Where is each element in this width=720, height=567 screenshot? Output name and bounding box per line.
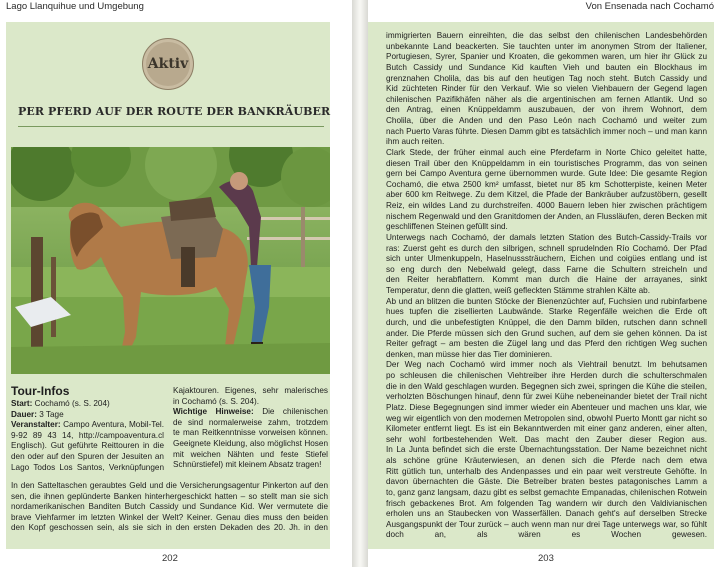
text-line: weg wir eigentlich von den modernen Metropolen sind, obwohl Puerto Montt gar nicht so [386,413,707,423]
text-line: sehr wohl fortbestehenden Welt. Das macht den Zauber dieser Region aus. [386,434,707,444]
tour-info-column-left [11,399,164,473]
right-body-text [386,31,707,541]
text-line: Temperatur, denn die glatten, weiß gefleckten Stämme strahlen Kälte ab. [386,286,650,295]
text-line: frisch gebackenes Brot. Am folgenden Tag wandern wir durch den Valdivianischen [386,498,707,508]
tour-info-column-right [173,386,328,471]
text-line: gern bei Campo Aventura gerne übernommen wurde. Gute Idee: Die gesamte Region [386,169,707,179]
text-line: denken, man müsse hier das Tier dominieren. [386,349,553,359]
box-title: PER PFERD AUF DER ROUTE DER BANKRÄUBER [18,105,331,118]
text-line: Ausgangspunkt der Tour zurück – auch wenn man nur drei Tage unterwegs war, so fühlt [386,519,707,529]
text-line: Platz. Diese Begegnungen sind immer wieder ein Abenteuer und machen uns klar, wie [386,402,707,412]
text-line: to, ganz ganz langsam, dazu gibt es selbst gemachte Empanadas, chilenischen Rotwein [386,487,707,497]
text-line: Reiter gefragt – am besten die Zügel lang und das Pferd den richtigen Weg suchen [386,339,707,349]
text-line: ras: Zuerst geht es durch den silbrigen, schnell sprudelnden Río Cochamó. Der Pfad [386,243,707,253]
text-line: Englisch). Gut geführte Reittouren in die [11,441,164,451]
text-line: Kajaktouren. Eigenes, sehr malerisches [173,386,328,395]
text-line: Geeignete Kleidung, also möglichst Hosen [173,438,328,448]
aktiv-badge-label: Aktiv [147,56,189,72]
text-line: den Reiter herabflattern. Kommt man durch die Haine der arrayanes, sinkt [386,275,707,285]
text-line: die in den Wald geschlagen wurden. Begegnen sich zwei, springen die Kühe die steilen, [386,381,707,391]
text-line: In La Junta befindet sich die erste Übernachtungsstation. Der Name bezeichnet nicht [386,445,707,455]
text-line: Ritt gütlich tun, unterhalb des Andenpasses und ein paar weit verstreute Gehöfte. In [386,466,707,476]
text-line: ander. Die Pferde müssen sich den Grund suchen, auf dem sie gehen können. Da ist [386,328,707,338]
text-line: den Antrag, einen Knüppeldamm auszubauen, der von ihrem Wohnort, dem [386,105,707,115]
text-line: Unterwegs nach Cochamó, der damals letzten Station des Butch-Cassidy-Trails vor [386,232,707,242]
title-divider [18,126,324,127]
left-body-text [11,481,328,534]
text-line: sich unter Ulmenkuppeln, Haselnusssträuchern, Eichen und coigües entlang und ist [386,254,707,264]
text-line: nischem Regenwald und den Granitdomen der Anden, an Flussläufen, deren Becken mit [386,211,707,221]
horse-photo [11,147,330,374]
text-line: Schnürstiefel) mit kleinem Absatz tragen! [173,460,322,470]
text-line: brave Viehfarmer im letzten Winkel der Welt? Keiner. Genau dies muss den beiden [11,512,328,522]
text-line: Der Weg nach Cochamó wird immer noch als Viehtrail benutzt. Im behutsamen [386,360,707,370]
text-line: ihm auch reiten. [386,137,445,147]
text-line: Cochamó, die etwa 2500 km² umfasst, bietet nur 85 km Schotterpiste, keinen Meter [386,179,707,189]
left-page [0,0,352,567]
text-line: 9-92 89 43 14, http://campoaventura.cl [11,430,164,440]
left-page-number: 202 [162,553,178,564]
text-line: doch an, als wären es Wochen gewesen. [386,530,707,540]
text-line: geschliffenen Steinen gefüllt sind. [386,222,508,232]
text-line: verholzten Böschungen hinauf, denn für zwei Kühe nebeneinander bietet der Trail nicht [386,392,707,402]
text-line: den oder auf den Spuren der Jesuiten an [11,451,164,461]
text-line: de sind normalerweise zahm, trotzdem [173,417,328,427]
text-line: aber 600 km Reitwege. Zu dem Kitzel, die Pfade der Bankräuber aufzustöbern, gesellt [386,190,707,200]
text-line: erholen uns an Staubecken von Wasserfällen. Danach geht's auf derselben Strecke [386,509,707,519]
text-line: den Kopf geschossen sein, als sie sich in den ersten Dekaden des 20. Jh. in den [11,523,328,533]
text-line: Butch Cassidy und Sundance Kid kauften Vieh und bauten ein Blockhaus im [386,62,707,72]
tour-infos-heading: Tour-Infos [11,384,70,398]
text-line: unbekannte Land beackerten. Sie tauchten unter im anonymen Strom der Italiener, [386,41,707,51]
text-line: so eng durch den Nebelwald gelegt, dass Farne die Schultern streicheln und [386,264,707,274]
text-line: immigrierten Bauern einreihten, die das selbst den chilenischen Landesbehörden [386,31,707,40]
text-line: Reiz, ein wildes Land zu durchstreifen. 4000 Bauern leben hier zwischen prächtigem [386,201,707,210]
text-line: durch, und die unbefestigten Knüppel, die den Damm bilden, rutschen dann schnell [386,317,707,327]
text-line: Clark Stede, der früher einmal auch eine Pferdefarm in Norte Chico geleitet hatte, [386,147,707,157]
text-line: mit weichen Nähten und feste Stiefel [173,449,328,459]
text-line: nach Puerto Varas führte. Diesen Damm gibt es tatsächlich immer noch – und man kann [386,126,707,136]
text-line: hues tupfen die zisellierten Laubwände. Starke Regenfälle weichen die Erde oft [386,307,707,317]
right-running-head: Von Ensenada nach Cochamó [585,1,714,12]
right-page [368,0,720,567]
start-line: Start: Cochamó (s. S. 204) [11,399,110,408]
text-line: chilenischen Pazifikhäfen näher als die argentinischen am fernen Atlantik. Und so [386,94,707,104]
text-line: Lago Todos Los Santos, Verknüpfungen [11,462,164,472]
text-line: Ab und an blitzen die bunten Stöcke der Bienenzüchter auf, Fuchsien und rubinfarbene [386,296,707,306]
dauer-line: Dauer: 3 Tage [11,409,64,419]
book-gutter [352,0,368,567]
right-page-number: 203 [538,553,554,564]
text-line: Portugiesen, Syrer, Spanier und Kroaten, die gekommen waren, um hier ihr Glück zu [386,52,707,62]
text-line: Kilometer entfernt liegt. Es ist ein Bekanntwerden mit einer ganz anderen, einer alten, [386,424,707,434]
hinweise-line: Wichtige Hinweise: Die chilenischen [173,407,328,417]
text-line: nordamerikanischen Banditen Butch Cassidy und Sundance Kid. Wer vermutete die [11,502,328,512]
text-line: te man Reitkenntnisse vorweisen können. [173,428,328,438]
text-line: sen, die ihnen geplünderte Banken hinterhergeschickt hatten – so stellt man sie sich [11,491,328,501]
text-line: als schöne grüne Kräuterwiesen, an denen sich die Pferde nach dem etwa [386,456,707,465]
text-line: Kid züchteten Rinder für den Verkauf. Wie so vielen Viehbauern der Gegend lagen [386,84,707,94]
text-line: po schleusen die chilenischen Viehtreiber ihre Herden durch die schulterschmalen [386,371,707,380]
aktiv-badge [142,38,194,90]
text-line: Cholila, über die Anden und den Paso León nach Cochamó und weiter zum [386,116,707,125]
text-line: grenznahen Cholila, das bis auf den heutigen Tag noch steht. Butch Cassidy und [386,73,707,83]
veranstalter-line: Veranstalter: Campo Aventura, Mobil-Tel. [11,420,164,430]
text-line: diesen Trail über den Knüppeldamm in ein touristisches Programm, das von seinen [386,158,707,168]
text-line: In den Satteltaschen geraubtes Geld und die Versicherungsagentur Pinkerton auf den [11,481,328,490]
text-line: davon übernachten die Gäste. Die Betreiber braten bestes patagonisches Lamm a [386,477,707,487]
left-running-head: Lago Llanquihue und Umgebung [6,1,144,12]
horse-photo-illustration [11,147,330,374]
text-line: in Cochamó (s. S. 204). [173,396,260,406]
